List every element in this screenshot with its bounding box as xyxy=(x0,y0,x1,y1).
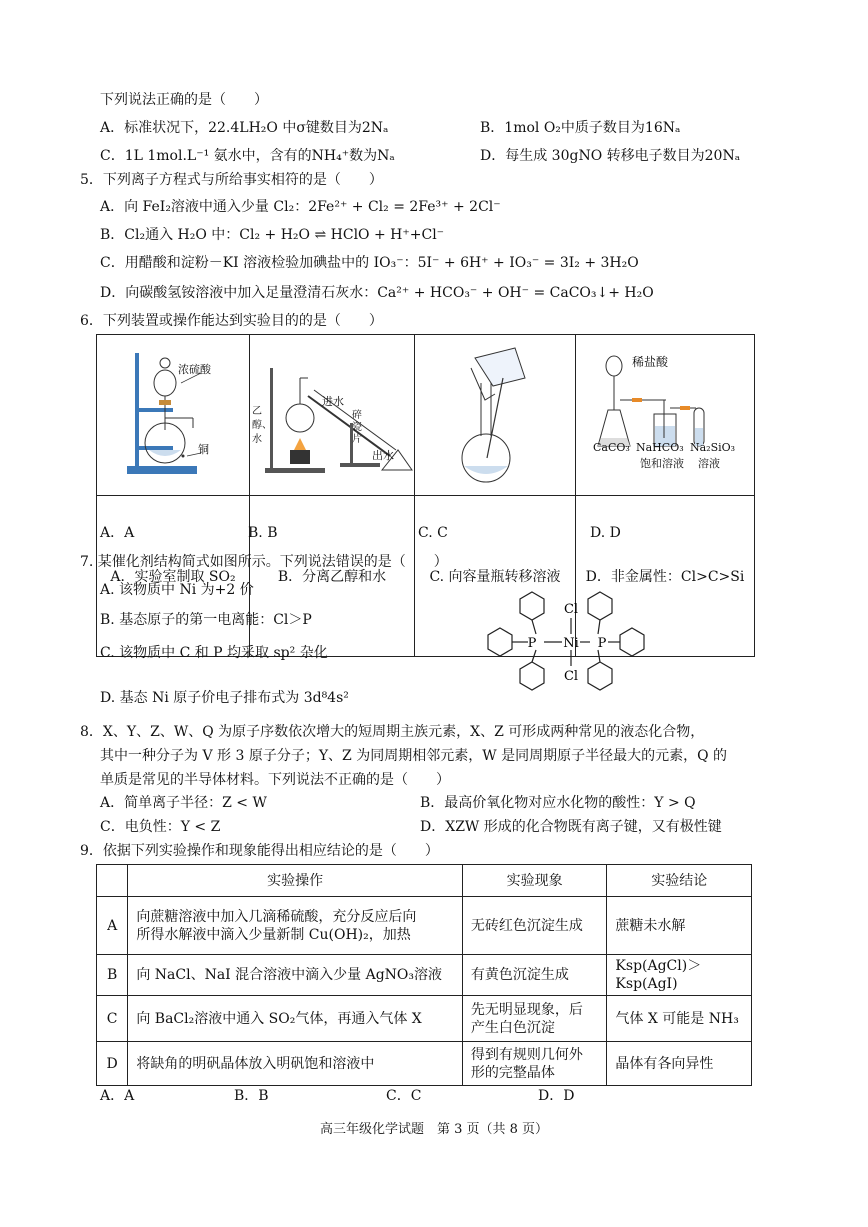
table-row xyxy=(97,996,752,1042)
header-operation: 实验操作 xyxy=(128,865,463,897)
label-ethanol-water: 乙醇、水 xyxy=(252,406,272,445)
label-water-out: 出水 xyxy=(372,449,394,462)
experiment-table xyxy=(96,864,752,1086)
q9-stem: 9．依据下列实验操作和现象能得出相应结论的是（ ） xyxy=(80,843,439,859)
row-operation: 将缺角的明矾晶体放入明矾饱和溶液中 xyxy=(128,1042,463,1086)
q9-option-c: C．C xyxy=(386,1088,422,1104)
row-phenomenon: 有黄色沉淀生成 xyxy=(462,955,607,996)
label-water-in: 进水 xyxy=(322,395,344,408)
q8-stem-line2: 其中一种分子为 V 形 3 原子分子；Y、Z 为同周期相邻元素，W 是同周期原子半径最大的元素，Q 的 xyxy=(100,748,728,764)
label-saturated-solution: 饱和溶液 xyxy=(640,457,684,470)
q4-option-c: C．1L 1mol.L⁻¹ 氨水中，含有的NH₄⁺数为Nₐ xyxy=(100,148,395,164)
q6-option-a: A．A xyxy=(100,525,135,541)
q5-option-b: B．Cl₂通入 H₂O 中：Cl₂ + H₂O ⇌ HClO + H⁺+Cl⁻ xyxy=(100,227,445,243)
so2-apparatus-drawing xyxy=(97,338,249,488)
label-conc-sulfuric: 浓硫酸 xyxy=(178,363,211,376)
q6-option-d: D. D xyxy=(590,525,621,541)
table-row xyxy=(97,955,752,996)
operation-line: 所得水解液中滴入少量新制 Cu(OH)₂，加热 xyxy=(136,926,411,943)
q7-stem: 7. 某催化剂结构简式如图所示。下列说法错误的是（ ） xyxy=(80,554,448,570)
label-caco3: CaCO₃ xyxy=(593,441,630,454)
caption-b: B．分离乙醇和水 xyxy=(250,496,415,657)
q4-option-d: D．每生成 30gNO 转移电子数目为20Nₐ xyxy=(480,148,741,164)
row-phenomenon xyxy=(462,996,607,1042)
catalyst-structure-drawing xyxy=(470,580,670,710)
label-porcelain: 碎瓷片 xyxy=(352,410,362,445)
label-na2sio3: Na₂SiO₃ xyxy=(690,441,736,454)
row-phenomenon: 无砖红色沉淀生成 xyxy=(462,897,607,955)
panel-c xyxy=(415,335,576,496)
q7-option-b: B. 基态原子的第一电离能：Cl＞P xyxy=(100,612,312,628)
q7-option-d: D. 基态 Ni 原子价电子排布式为 3d⁸4s² xyxy=(100,690,349,706)
q8-option-d: D．XZW 形成的化合物既有离子键，又有极性键 xyxy=(420,819,722,835)
structure-cl-top: Cl xyxy=(563,602,579,617)
row-key: B xyxy=(97,955,128,996)
row-phenomenon xyxy=(462,1042,607,1086)
q9-option-b: B．B xyxy=(234,1088,269,1104)
q4-option-b: B．1mol O₂中质子数目为16Nₐ xyxy=(480,120,681,136)
q9-option-a: A．A xyxy=(100,1088,135,1104)
row-conclusion: 晶体有各向异性 xyxy=(607,1042,752,1086)
header-conclusion: 实验结论 xyxy=(607,865,752,897)
structure-p-right: P xyxy=(597,636,607,651)
q4-stem: 下列说法正确的是（ ） xyxy=(100,92,268,108)
row-key: C xyxy=(97,996,128,1042)
q7-option-c: C. 该物质中 C 和 P 均采取 sp² 杂化 xyxy=(100,645,328,661)
row-conclusion: 蔗糖未水解 xyxy=(607,897,752,955)
row-conclusion: Ksp(AgCl)＞Ksp(AgI) xyxy=(607,955,752,996)
q8-stem-line3: 单质是常见的半导体材料。下列说法不正确的是（ ） xyxy=(100,772,450,788)
q8-stem-line1: 8．X、Y、Z、W、Q 为原子序数依次增大的短周期主族元素，X、Z 可形成两种常见的液态化合物， xyxy=(80,724,705,740)
row-conclusion: 气体 X 可能是 NH₃ xyxy=(607,996,752,1042)
header-phenomenon: 实验现象 xyxy=(462,865,607,897)
label-copper: 铜 xyxy=(198,443,209,456)
phenomenon-line: 先无明显现象，后 xyxy=(470,1001,583,1018)
operation-line: 向蔗糖溶液中加入几滴稀硫酸，充分反应后向 xyxy=(136,908,417,925)
q5-option-c: C．用醋酸和淀粉－KI 溶液检验加碘盐中的 IO₃⁻：5I⁻ + 6H⁺ + IO₃⁻ = 3I₂ + 3H₂O xyxy=(100,255,639,271)
structure-ni: Ni xyxy=(563,636,579,651)
q5-stem: 5．下列离子方程式与所给事实相符的是（ ） xyxy=(80,172,383,188)
row-operation xyxy=(128,897,463,955)
structure-p-left: P xyxy=(527,636,537,651)
header-blank xyxy=(97,865,128,897)
q7-option-a: A. 该物质中 Ni 为+2 价 xyxy=(100,582,254,598)
q8-option-a: A．简单离子半径：Z < W xyxy=(100,795,267,811)
phenomenon-line: 产生白色沉淀 xyxy=(470,1019,555,1036)
q9-option-d: D．D xyxy=(538,1088,575,1104)
label-solution: 溶液 xyxy=(698,457,720,470)
page-footer: 高三年级化学试题 第 3 页（共 8 页） xyxy=(319,1122,549,1137)
q8-option-c: C．电负性：Y < Z xyxy=(100,819,221,835)
q5-option-d: D．向碳酸氢铵溶液中加入足量澄清石灰水：Ca²⁺ + HCO₃⁻ + OH⁻ = CaCO₃↓+ H₂O xyxy=(100,285,654,301)
volumetric-flask-drawing xyxy=(415,338,575,488)
q6-option-c: C. C xyxy=(418,525,448,541)
row-operation: 向 BaCl₂溶液中通入 SO₂气体，再通入气体 X xyxy=(128,996,463,1042)
q6-stem: 6．下列装置或操作能达到实验目的的是（ ） xyxy=(80,313,383,329)
row-key: D xyxy=(97,1042,128,1086)
phenomenon-line: 形的完整晶体 xyxy=(470,1064,555,1081)
caption-a: A．实验室制取 SO₂ xyxy=(97,496,250,657)
panel-a xyxy=(97,335,250,496)
phenomenon-line: 得到有规则几何外 xyxy=(470,1046,583,1063)
table-row xyxy=(97,1042,752,1086)
caption-d: D．非金属性：Cl>C>Si xyxy=(576,496,755,657)
q8-option-b: B．最高价氧化物对应水化物的酸性：Y > Q xyxy=(420,795,696,811)
row-operation: 向 NaCl、NaI 混合溶液中滴入少量 AgNO₃溶液 xyxy=(128,955,463,996)
label-nahco3: NaHCO₃ xyxy=(636,441,684,454)
q5-option-a: A．向 FeI₂溶液中通入少量 Cl₂：2Fe²⁺ + Cl₂ = 2Fe³⁺ + 2Cl⁻ xyxy=(100,199,501,215)
row-key: A xyxy=(97,897,128,955)
label-dilute-hcl: 稀盐酸 xyxy=(632,355,669,369)
q6-option-b: B. B xyxy=(248,525,278,541)
caption-c: C. 向容量瓶转移溶液 xyxy=(415,496,576,657)
q4-option-a: A．标准状况下，22.4LH₂O 中σ键数目为2Nₐ xyxy=(100,120,389,136)
table-row xyxy=(97,897,752,955)
structure-cl-bottom: Cl xyxy=(563,669,579,684)
